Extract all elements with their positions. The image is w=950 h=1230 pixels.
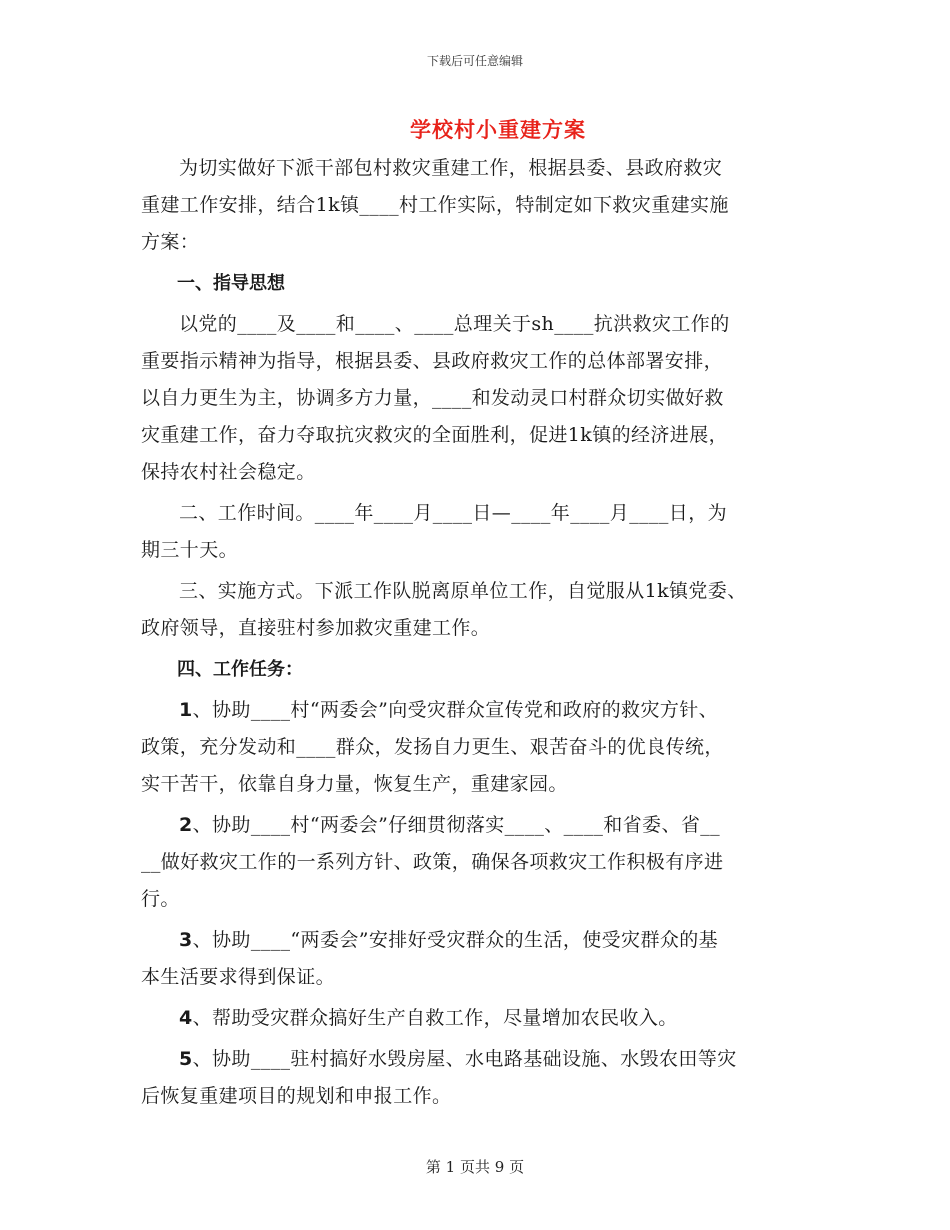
task-number: 3 — [179, 929, 193, 951]
task-4-paragraph — [141, 1000, 821, 1037]
header-note: 下载后可任意编辑 — [426, 54, 523, 68]
section-heading-work-tasks: 四、工作任务： — [177, 659, 303, 680]
text-line: 以自力更生为主，协调多方力量，____和发动灵口村群众切实做好救 — [141, 387, 724, 409]
text-line — [141, 692, 821, 729]
text-line: 重要指示精神为指导，根据县委、县政府救灾工作的总体部署安排， — [141, 350, 724, 372]
text-line: 行。 — [141, 888, 180, 910]
task-number: 5 — [179, 1048, 193, 1070]
task-1-paragraph — [141, 692, 821, 803]
guiding-thought-paragraph — [141, 306, 821, 491]
document-title: 学校村小重建方案 — [410, 117, 586, 142]
task-5-paragraph — [141, 1041, 821, 1115]
text-line: 保持农村社会稳定。 — [141, 461, 316, 483]
section-heading-guiding-thought: 一、指导思想 — [177, 273, 285, 294]
task-text: 、协助____村“两委会”仔细贯彻落实____、____和省委、省__ — [192, 814, 721, 836]
task-text: 、协助____驻村搞好水毁房屋、水电路基础设施、水毁农田等灾 — [192, 1048, 737, 1070]
task-number: 4 — [179, 1007, 193, 1029]
implementation-paragraph — [141, 573, 821, 647]
text-line: 二、工作时间。____年____月____日—____年____月____日，为 — [179, 502, 728, 524]
task-text: 、协助____村“两委会”向受灾群众宣传党和政府的救灾方针、 — [192, 699, 719, 721]
text-line: 政府领导，直接驻村参加救灾重建工作。 — [141, 617, 491, 639]
text-line: 以党的____及____和____、____总理关于sh____抗洪救灾工作的 — [179, 313, 730, 335]
document-body — [141, 150, 821, 1119]
text-line: 重建工作安排，结合1k镇____村工作实际，特制定如下救灾重建实施 — [141, 194, 729, 216]
text-line — [141, 1000, 821, 1037]
text-line — [141, 807, 821, 844]
text-line: 本生活要求得到保证。 — [141, 966, 336, 988]
text-line: 后恢复重建项目的规划和申报工作。 — [141, 1085, 452, 1107]
task-text: 、协助____“两委会”安排好受灾群众的生活，使受灾群众的基 — [192, 929, 719, 951]
page-number-footer: 第 1 页共 9 页 — [425, 1158, 525, 1176]
text-line: 为切实做好下派干部包村救灾重建工作，根据县委、县政府救灾 — [179, 157, 723, 179]
work-time-paragraph — [141, 495, 821, 569]
text-line: 实干苦干，依靠自身力量，恢复生产，重建家园。 — [141, 773, 568, 795]
text-line — [141, 1041, 821, 1078]
task-2-paragraph — [141, 807, 821, 918]
intro-paragraph — [141, 150, 821, 261]
text-line — [141, 922, 821, 959]
task-number: 2 — [179, 814, 193, 836]
text-line: 政策，充分发动和____群众，发扬自力更生、艰苦奋斗的优良传统， — [141, 736, 724, 758]
task-text: 、帮助受灾群众搞好生产自救工作，尽量增加农民收入。 — [192, 1007, 678, 1029]
text-line: 方案： — [141, 231, 200, 253]
text-line: __做好救灾工作的一系列方针、政策，确保各项救灾工作积极有序进 — [141, 851, 724, 873]
text-line: 期三十天。 — [141, 539, 239, 561]
text-line: 三、实施方式。下派工作队脱离原单位工作，自觉服从1k镇党委、 — [179, 580, 747, 602]
task-3-paragraph — [141, 922, 821, 996]
text-line: 灾重建工作，奋力夺取抗灾救灾的全面胜利，促进1k镇的经济进展， — [141, 424, 729, 446]
task-number: 1 — [179, 699, 193, 721]
